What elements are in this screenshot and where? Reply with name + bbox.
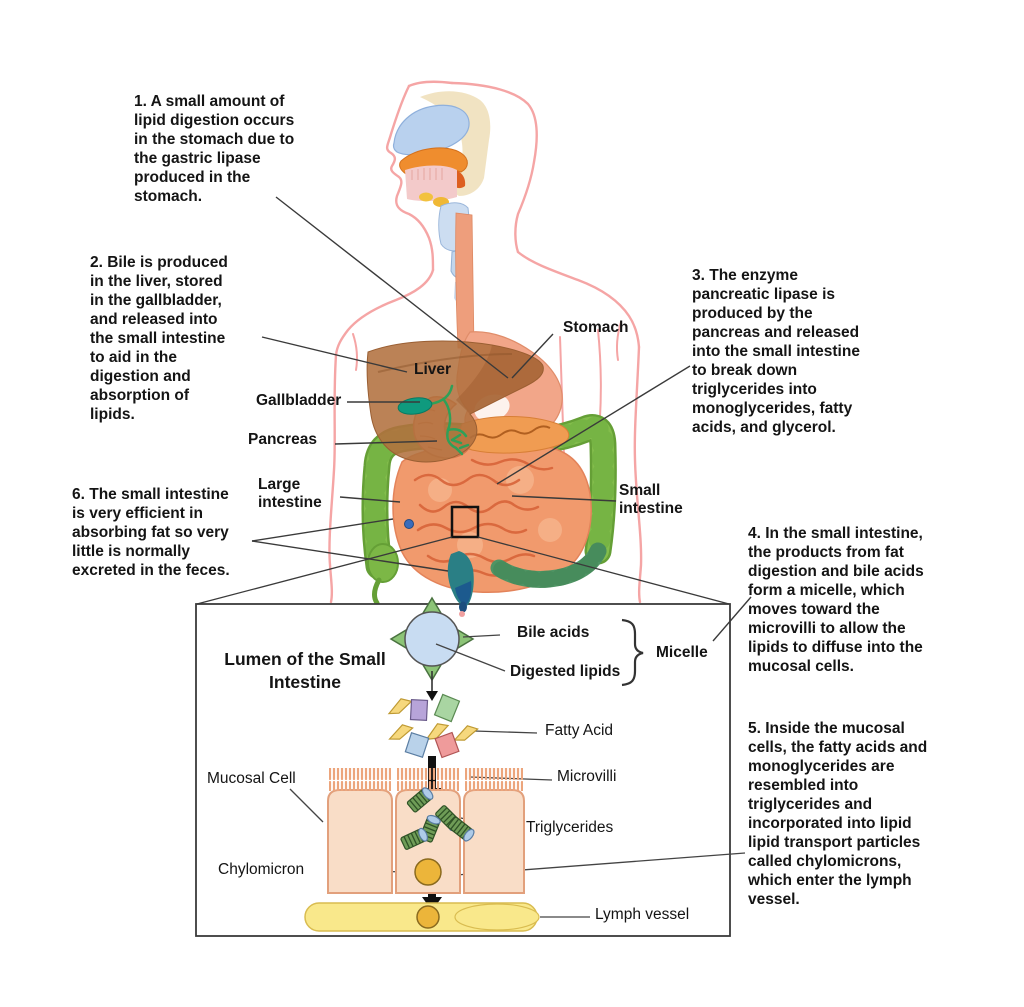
label-liver: Liver bbox=[414, 361, 452, 378]
label-bile-acids: Bile acids bbox=[517, 624, 590, 641]
esophagus-shape bbox=[456, 213, 474, 348]
label-digested-lipids: Digested lipids bbox=[510, 663, 621, 680]
annotation-step6: 6. The small intestine is very efficient in absorbing fat so very little is normally excreted in the feces. bbox=[72, 486, 230, 579]
head-anatomy bbox=[393, 91, 490, 304]
label-triglycerides: Triglycerides bbox=[526, 819, 614, 836]
label-fatty-acid: Fatty Acid bbox=[545, 722, 614, 739]
label-mucosal-cell: Mucosal Cell bbox=[207, 770, 296, 787]
annotation-step5: 5. Inside the mucosal cells, the fatty acids and monoglycerides are resembled into triglycerides and incorporated into lipid lipid transport particles called chylomicrons, which enter the lymph vessel. bbox=[748, 720, 928, 908]
label-micelle: Micelle bbox=[656, 644, 708, 661]
ileocecal-dot bbox=[405, 520, 414, 529]
label-lymph-vessel: Lymph vessel bbox=[595, 906, 690, 923]
lymph-vessel-shape bbox=[305, 903, 539, 931]
label-large-intestine: Large intestine bbox=[258, 476, 322, 511]
label-small-intestine: Small intestine bbox=[619, 482, 683, 517]
label-pancreas: Pancreas bbox=[248, 431, 317, 448]
annotation-step2: 2. Bile is produced in the liver, stored in the gallbladder, and released into the small intestine to aid in the digestion and absorption of lipids. bbox=[90, 254, 228, 423]
inset-title: Lumen of the Small Intestine bbox=[224, 649, 386, 692]
chylomicron-circle bbox=[415, 859, 441, 885]
label-microvilli: Microvilli bbox=[557, 768, 617, 785]
label-chylomicron: Chylomicron bbox=[218, 861, 305, 878]
label-stomach: Stomach bbox=[563, 319, 629, 336]
annotation-step1: 1. A small amount of lipid digestion occurs in the stomach due to the gastric lipase produced in the stomach. bbox=[134, 93, 295, 205]
label-gallbladder: Gallbladder bbox=[256, 392, 342, 409]
annotation-step4: 4. In the small intestine, the products from fat digestion and bile acids form a micelle, which moves toward the microvilli to allow the lipids to diffuse into the mucosal cells. bbox=[748, 525, 924, 675]
annotation-step3: 3. The enzyme pancreatic lipase is produced by the pancreas and released into the small intestine to break down triglycerides into monoglycerides, fatty acids, and glycerol. bbox=[692, 267, 860, 436]
